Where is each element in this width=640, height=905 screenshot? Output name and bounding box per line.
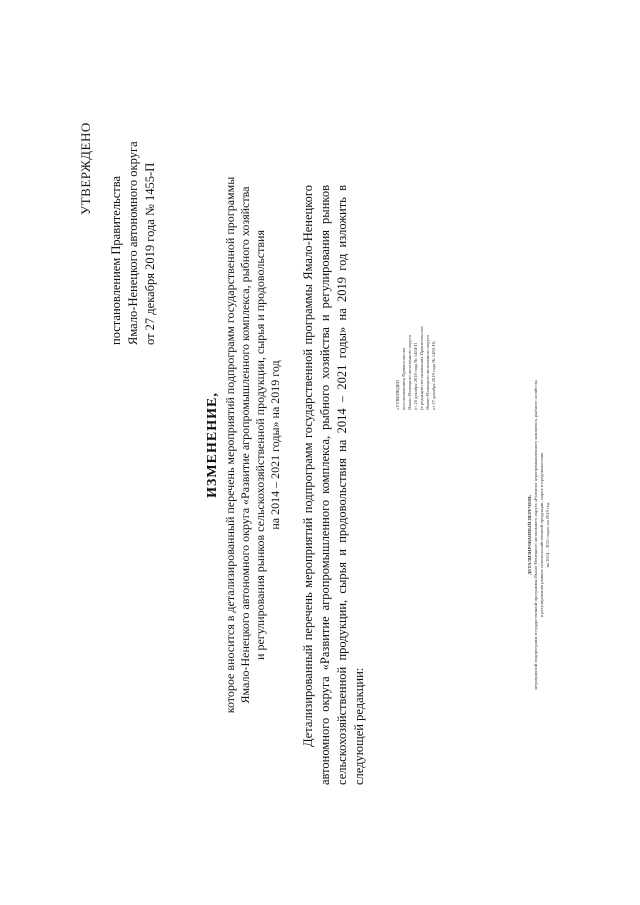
inner-heading-line: и регулирования рынков сельскохозяйственной продукции, сырья и продовольствия	[539, 452, 544, 618]
heading-title: ИЗМЕНЕНИЕ,	[205, 392, 220, 498]
stamp-line: «УТВЕРЖДЕН	[395, 380, 400, 410]
document-heading	[205, 165, 283, 725]
stamp-line: Ямало-Ненецкого автономного округа	[407, 335, 412, 410]
heading-line: на 2014 – 2021 годы» на 2019 год	[268, 360, 282, 530]
resolution-line: постановлением Правительства	[109, 175, 123, 345]
heading-line: которое вносится в детализированный перечень мероприятий подпрограмм государственной программы	[223, 176, 237, 714]
heading-line: Ямало-Ненецкого автономного округа «Развитие агропромышленного комплекса, рыбного хозяйства	[238, 186, 252, 704]
resolution-line: Ямало-Ненецкого автономного округа	[126, 141, 140, 345]
stamp-line: от 27 декабря 2019 года № 1455-П)	[431, 341, 436, 410]
stamp-line: постановлением Правительства	[401, 347, 406, 410]
body-paragraph	[300, 185, 368, 785]
heading-line: и регулирования рынков сельскохозяйственной продукции, сырья и продовольствия	[253, 230, 267, 660]
inner-heading	[527, 255, 551, 815]
body-paragraph-text: Детализированный перечень мероприятий подпрограмм государственной программы Ямало-Ненецкого автономного округа «Развитие агропромышленного комплекса, рыбного хозяйства и регулирования рынков сельскохозяйственной продукции, сырья и продовольствия на 2014 – 2021 годы» на 2019 год изложить в следующей редакции:	[301, 185, 366, 785]
resolution-line: от 27 декабря 2019 года № 1455-П	[143, 162, 157, 345]
inner-heading-line: на 2014 – 2021 годы» на 2019 год	[545, 502, 550, 568]
approval-stamp: УТВЕРЖДЕНО	[78, 122, 93, 215]
inner-heading-title: ДЕТАЛИЗИРОВАННЫЙ ПЕРЕЧЕНЬ	[527, 495, 532, 575]
inner-approval-stamp	[395, 190, 437, 410]
inner-heading-line: мероприятий подпрограмм государственной программы Ямало-Ненецкого автономного округа «Развитие агропромышленного комплекса, рыбного хозяйства	[533, 380, 538, 690]
resolution-reference	[108, 45, 159, 345]
stamp-line: от 26 декабря 2018 года № 1454-П	[413, 343, 418, 410]
stamp-line: Ямало-Ненецкого автономного округа	[425, 335, 430, 410]
stamp-line: (в редакции постановления Правительства	[419, 326, 424, 410]
